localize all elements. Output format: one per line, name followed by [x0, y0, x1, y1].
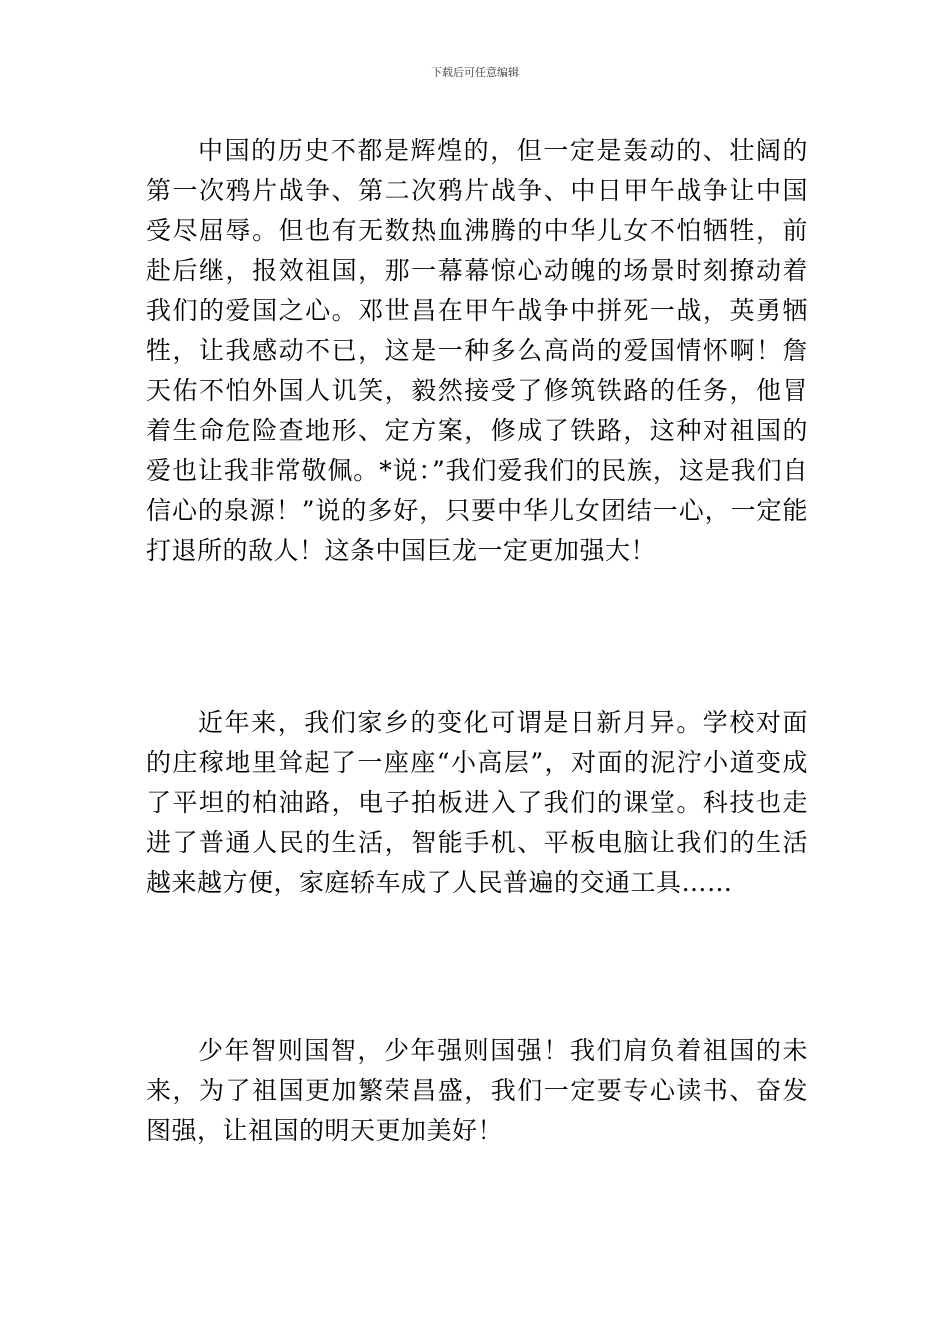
page-header: 下载后可任意编辑	[431, 66, 519, 79]
paragraph-hometown: 近年来，我们家乡的变化可谓是日新月异。学校对面的庄稼地里耸起了一座座“小高层”，对面的泥泞小道变成了平坦的柏油路，电子拍板进入了我们的课堂。科技也走进了普通人民的生活，智能手机、平板电脑让我们的生活越来越方便，家庭轿车成了人民普遍的交通工具……	[146, 708, 808, 897]
paragraph-youth: 少年智则国智，少年强则国强！我们肩负着祖国的未来，为了祖国更加繁荣昌盛，我们一定要专心读书、奋发图强，让祖国的明天更加美好！	[146, 1036, 808, 1145]
paragraph-history: 中国的历史不都是辉煌的，但一定是轰动的、壮阔的第一次鸦片战争、第二次鸦片战争、中日甲午战争让中国受尽屈辱。但也有无数热血沸腾的中华儿女不怕牺牲，前赴后继，报效祖国，那一幕幕惊心动魄的场景时刻撩动着我们的爱国之心。邓世昌在甲午战争中拼死一战，英勇牺牲，让我感动不已，这是一种多么高尚的爱国情怀啊！詹天佑不怕外国人讥笑，毅然接受了修筑铁路的任务，他冒着生命危险查地形、定方案，修成了铁路，这种对祖国的爱也让我非常敬佩。*说：”我们爱我们的民族，这是我们自信心的泉源！”说的多好，只要中华儿女团结一心，一定能打退所的敌人！这条中国巨龙一定更加强大！	[146, 136, 808, 565]
